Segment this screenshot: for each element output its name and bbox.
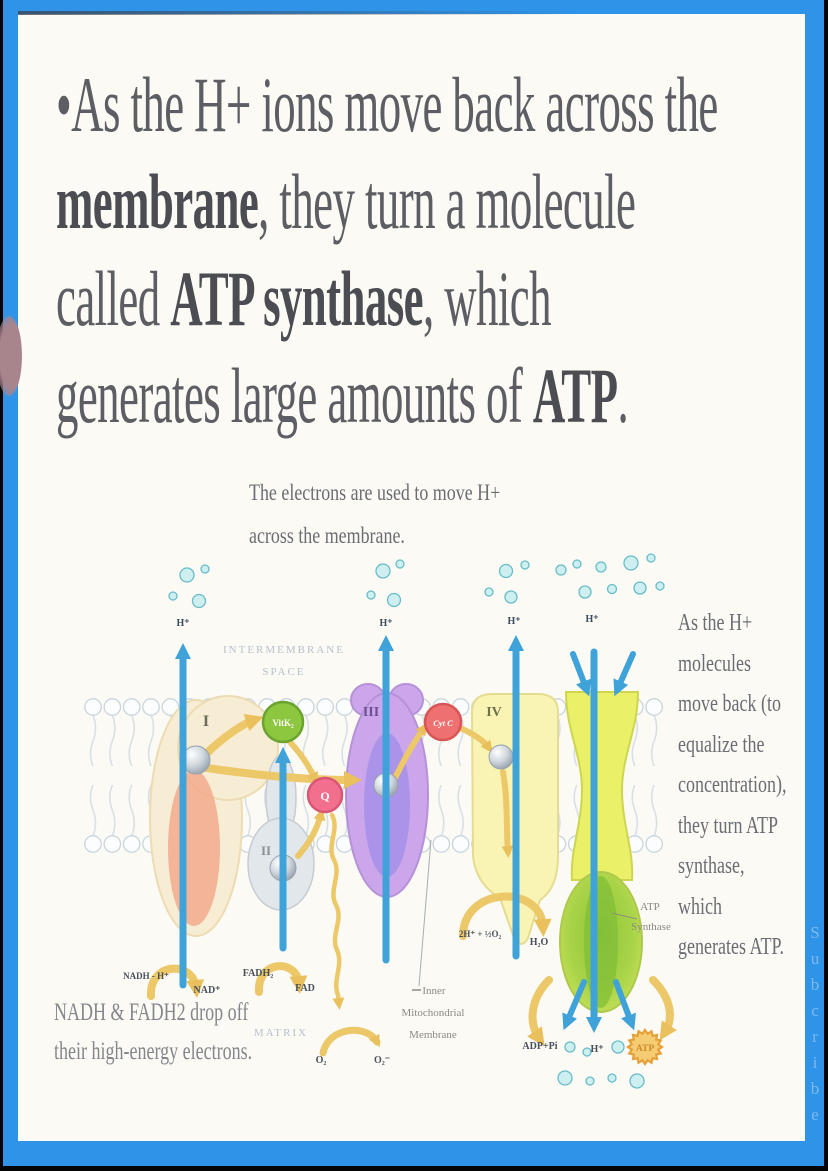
h-plus-label-2: H⁺: [379, 618, 393, 629]
o2-minus-label: O₂⁻: [373, 1055, 391, 1066]
complex-3-label: III: [362, 705, 380, 720]
complex-1-label: I: [202, 713, 210, 730]
inner-membrane-leader-line: [419, 840, 431, 986]
caption-line-1: The electrons are used to move H+: [249, 480, 501, 505]
carrier-q: [308, 778, 342, 812]
atp-synthase-shape: [560, 692, 642, 1012]
fadh2-label: FADH₂: [242, 968, 274, 979]
complex-4-label: IV: [486, 705, 502, 720]
o2-label: O₂: [315, 1055, 327, 1066]
carrier-vitk2: [263, 702, 303, 742]
vertical-watermark: S u b c r i b e: [810, 923, 820, 1124]
matrix-label: MATRIX: [253, 1027, 309, 1039]
carrier-cytc: [425, 704, 461, 740]
complex-2-label: II: [260, 843, 272, 858]
bottom-note-line-2: their high-energy electrons.: [54, 1038, 253, 1065]
atp-synthase-label-2: Synthase: [631, 921, 671, 933]
caption-line-2: across the membrane.: [249, 523, 405, 548]
atp-synthase-label-1: ATP: [640, 901, 660, 913]
h-plus-label-4: H⁺: [585, 614, 599, 625]
intermembrane-space-label-2: SPACE: [262, 666, 306, 678]
fad-label: FAD: [295, 983, 315, 994]
complex-1: [150, 696, 278, 936]
inner-membrane-label-3: Membrane: [409, 1029, 457, 1041]
atp-burst-label: ATP: [635, 1044, 655, 1054]
inner-membrane-label-1: Inner: [422, 985, 446, 997]
side-note-paragraph: As the H+ molecules move back (to equalize the concentration), they turn ATP synthase, which generates ATP.: [678, 610, 787, 960]
bottom-note-line-1: NADH & FADH2 drop off: [54, 999, 249, 1026]
nadh-label: NADH - H⁺: [123, 971, 169, 981]
bullet-paragraph: •As the H+ ions move back across the membrane, they turn a molecule called ATP synthase, which generates large amounts of ATP.: [56, 61, 718, 439]
h2o-label: H₂O: [529, 937, 549, 948]
intermembrane-space-label-1: INTERMEMBRANE: [223, 644, 345, 656]
h-plus-label-1: H⁺: [176, 618, 190, 629]
vitk2-label: VitK₂: [272, 718, 294, 728]
cytc-label: Cyt C: [433, 718, 453, 728]
h-plus-bottom-label: H⁺: [590, 1044, 604, 1055]
inner-membrane-label-2: Mitochondrial: [401, 1007, 465, 1019]
reaction-label: 2H⁺ + ½O₂: [458, 929, 502, 939]
adp-pi-label: ADP+Pi: [522, 1041, 558, 1052]
nad-label: NAD⁺: [193, 985, 221, 996]
q-label: Q: [320, 789, 330, 803]
bottom-note-paragraph: [54, 993, 263, 1071]
atp-product-badge: [628, 1030, 662, 1064]
h-plus-label-3: H⁺: [507, 616, 521, 627]
